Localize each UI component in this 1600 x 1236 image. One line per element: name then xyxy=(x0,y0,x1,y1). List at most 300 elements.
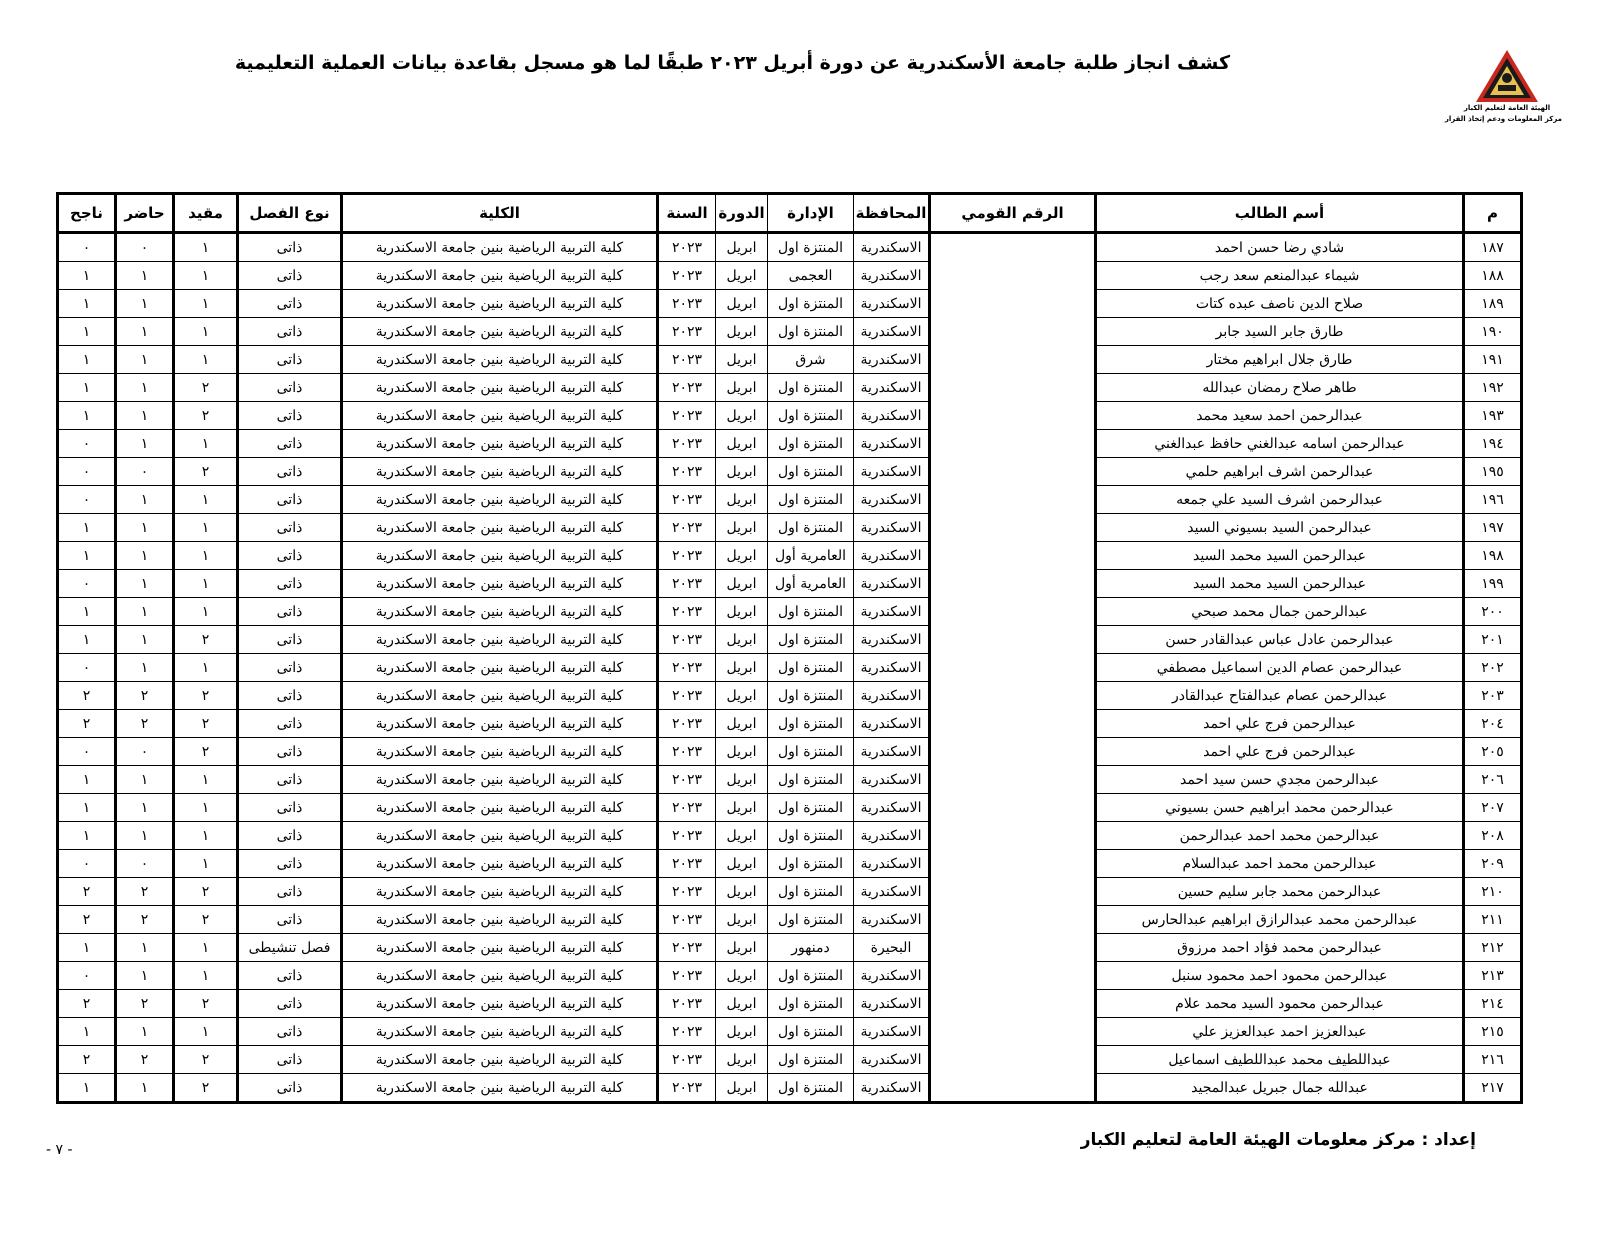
cell-m: ١٩٦ xyxy=(1464,486,1522,514)
header-registered: مقيد xyxy=(174,194,238,233)
table-row xyxy=(58,710,1522,738)
cell-m: ٢١٣ xyxy=(1464,962,1522,990)
cell-class-type: ذاتى xyxy=(238,1018,342,1046)
table-row xyxy=(58,822,1522,850)
cell-year: ٢٠٢٣ xyxy=(658,682,716,710)
cell-present: ١ xyxy=(116,766,174,794)
cell-year: ٢٠٢٣ xyxy=(658,486,716,514)
cell-administration: المنتزة اول xyxy=(768,402,854,430)
cell-administration: المنتزة اول xyxy=(768,766,854,794)
cell-present: ٠ xyxy=(116,850,174,878)
cell-national-id xyxy=(930,402,1096,430)
cell-passed: ١ xyxy=(58,542,116,570)
cell-registered: ١ xyxy=(174,654,238,682)
cell-national-id xyxy=(930,878,1096,906)
page-number: - ٧ - xyxy=(46,1142,73,1158)
cell-class-type: ذاتى xyxy=(238,598,342,626)
cell-name: طارق جابر السيد جابر xyxy=(1096,318,1464,346)
cell-year: ٢٠٢٣ xyxy=(658,233,716,262)
cell-administration: المنتزة اول xyxy=(768,1074,854,1103)
cell-administration: المنتزة اول xyxy=(768,906,854,934)
cell-session: ابريل xyxy=(716,374,768,402)
table-row xyxy=(58,654,1522,682)
cell-class-type: ذاتى xyxy=(238,878,342,906)
pyramid-emblem-icon xyxy=(1474,48,1540,104)
cell-m: ١٨٧ xyxy=(1464,233,1522,262)
cell-passed: ٢ xyxy=(58,990,116,1018)
cell-class-type: ذاتى xyxy=(238,486,342,514)
cell-present: ١ xyxy=(116,626,174,654)
table-row xyxy=(58,514,1522,542)
cell-registered: ٢ xyxy=(174,878,238,906)
table-row xyxy=(58,934,1522,962)
cell-college: كلية التربية الرياضية بنين جامعة الاسكندرية xyxy=(342,318,658,346)
header-name: أسم الطالب xyxy=(1096,194,1464,233)
cell-governorate: الاسكندرية xyxy=(854,850,930,878)
cell-name: عبدالرحمن محمود احمد محمود سنبل xyxy=(1096,962,1464,990)
cell-national-id xyxy=(930,654,1096,682)
cell-passed: ١ xyxy=(58,262,116,290)
header-passed: ناجح xyxy=(58,194,116,233)
cell-class-type: ذاتى xyxy=(238,233,342,262)
cell-passed: ٢ xyxy=(58,906,116,934)
cell-name: عبدالرحمن اسامه عبدالغني حافظ عبدالغني xyxy=(1096,430,1464,458)
cell-present: ٠ xyxy=(116,738,174,766)
cell-registered: ١ xyxy=(174,934,238,962)
cell-session: ابريل xyxy=(716,402,768,430)
table-header-row xyxy=(58,194,1522,233)
cell-college: كلية التربية الرياضية بنين جامعة الاسكندرية xyxy=(342,290,658,318)
table-row xyxy=(58,626,1522,654)
table-row xyxy=(58,598,1522,626)
cell-session: ابريل xyxy=(716,990,768,1018)
cell-college: كلية التربية الرياضية بنين جامعة الاسكندرية xyxy=(342,430,658,458)
cell-governorate: الاسكندرية xyxy=(854,682,930,710)
cell-name: عبدالرحمن اشرف السيد علي جمعه xyxy=(1096,486,1464,514)
cell-session: ابريل xyxy=(716,486,768,514)
cell-year: ٢٠٢٣ xyxy=(658,934,716,962)
cell-governorate: الاسكندرية xyxy=(854,766,930,794)
cell-name: عبدالرحمن السيد محمد السيد xyxy=(1096,542,1464,570)
header-national-id: الرقم القومي xyxy=(930,194,1096,233)
cell-present: ١ xyxy=(116,570,174,598)
cell-session: ابريل xyxy=(716,262,768,290)
cell-passed: ٠ xyxy=(58,430,116,458)
cell-present: ١ xyxy=(116,262,174,290)
cell-name: عبدالرحمن السيد محمد السيد xyxy=(1096,570,1464,598)
cell-name: عبدالرحمن مجدي حسن سيد احمد xyxy=(1096,766,1464,794)
cell-registered: ١ xyxy=(174,794,238,822)
cell-college: كلية التربية الرياضية بنين جامعة الاسكندرية xyxy=(342,514,658,542)
cell-college: كلية التربية الرياضية بنين جامعة الاسكندرية xyxy=(342,626,658,654)
cell-present: ٢ xyxy=(116,878,174,906)
cell-name: عبدالرحمن احمد سعيد محمد xyxy=(1096,402,1464,430)
cell-national-id xyxy=(930,822,1096,850)
cell-governorate: الاسكندرية xyxy=(854,402,930,430)
cell-governorate: الاسكندرية xyxy=(854,458,930,486)
cell-year: ٢٠٢٣ xyxy=(658,766,716,794)
cell-name: عبدالرحمن محمود السيد محمد علام xyxy=(1096,990,1464,1018)
cell-class-type: ذاتى xyxy=(238,430,342,458)
cell-present: ١ xyxy=(116,598,174,626)
cell-passed: ١ xyxy=(58,766,116,794)
table-row xyxy=(58,990,1522,1018)
cell-national-id xyxy=(930,990,1096,1018)
cell-year: ٢٠٢٣ xyxy=(658,654,716,682)
cell-year: ٢٠٢٣ xyxy=(658,570,716,598)
cell-class-type: ذاتى xyxy=(238,542,342,570)
cell-class-type: ذاتى xyxy=(238,374,342,402)
cell-name: عبدالرحمن محمد احمد عبدالسلام xyxy=(1096,850,1464,878)
cell-national-id xyxy=(930,486,1096,514)
cell-session: ابريل xyxy=(716,738,768,766)
cell-class-type: ذاتى xyxy=(238,822,342,850)
cell-governorate: الاسكندرية xyxy=(854,962,930,990)
cell-passed: ٢ xyxy=(58,682,116,710)
table-row xyxy=(58,233,1522,262)
cell-session: ابريل xyxy=(716,934,768,962)
cell-governorate: الاسكندرية xyxy=(854,346,930,374)
cell-class-type: ذاتى xyxy=(238,318,342,346)
table-row xyxy=(58,430,1522,458)
cell-administration: العجمى xyxy=(768,262,854,290)
cell-name: صلاح الدين ناصف عبده كتات xyxy=(1096,290,1464,318)
cell-m: ٢١٦ xyxy=(1464,1046,1522,1074)
table-row xyxy=(58,962,1522,990)
cell-registered: ٢ xyxy=(174,710,238,738)
cell-passed: ١ xyxy=(58,402,116,430)
cell-session: ابريل xyxy=(716,570,768,598)
cell-year: ٢٠٢٣ xyxy=(658,430,716,458)
cell-administration: المنتزة اول xyxy=(768,318,854,346)
table-row xyxy=(58,458,1522,486)
cell-present: ١ xyxy=(116,1074,174,1103)
table-row xyxy=(58,878,1522,906)
cell-national-id xyxy=(930,710,1096,738)
cell-m: ٢١٧ xyxy=(1464,1074,1522,1103)
cell-year: ٢٠٢٣ xyxy=(658,850,716,878)
cell-registered: ٢ xyxy=(174,738,238,766)
cell-passed: ١ xyxy=(58,1018,116,1046)
cell-class-type: ذاتى xyxy=(238,850,342,878)
cell-passed: ٠ xyxy=(58,738,116,766)
cell-m: ٢٠٣ xyxy=(1464,682,1522,710)
cell-year: ٢٠٢٣ xyxy=(658,458,716,486)
results-table xyxy=(56,192,1523,1104)
cell-college: كلية التربية الرياضية بنين جامعة الاسكندرية xyxy=(342,1018,658,1046)
cell-name: عبدالله جمال جبريل عبدالمجيد xyxy=(1096,1074,1464,1103)
cell-administration: المنتزة اول xyxy=(768,374,854,402)
cell-passed: ١ xyxy=(58,1074,116,1103)
cell-session: ابريل xyxy=(716,458,768,486)
cell-registered: ١ xyxy=(174,542,238,570)
cell-administration: المنتزة اول xyxy=(768,626,854,654)
cell-passed: ٠ xyxy=(58,233,116,262)
cell-m: ٢١٤ xyxy=(1464,990,1522,1018)
cell-m: ١٩٠ xyxy=(1464,318,1522,346)
cell-passed: ١ xyxy=(58,934,116,962)
cell-administration: المنتزة اول xyxy=(768,850,854,878)
cell-governorate: الاسكندرية xyxy=(854,654,930,682)
cell-name: عبدالرحمن محمد فؤاد احمد مرزوق xyxy=(1096,934,1464,962)
cell-administration: المنتزة اول xyxy=(768,794,854,822)
cell-national-id xyxy=(930,262,1096,290)
cell-present: ١ xyxy=(116,318,174,346)
cell-session: ابريل xyxy=(716,710,768,738)
cell-registered: ١ xyxy=(174,486,238,514)
logo xyxy=(1444,48,1562,130)
cell-session: ابريل xyxy=(716,822,768,850)
cell-governorate: الاسكندرية xyxy=(854,626,930,654)
cell-registered: ٢ xyxy=(174,1046,238,1074)
table-row xyxy=(58,850,1522,878)
cell-year: ٢٠٢٣ xyxy=(658,1074,716,1103)
cell-year: ٢٠٢٣ xyxy=(658,402,716,430)
cell-m: ٢٠٥ xyxy=(1464,738,1522,766)
logo-center-name: مركز المعلومات ودعم إتخاذ القرار xyxy=(1444,115,1562,123)
cell-administration: المنتزة اول xyxy=(768,738,854,766)
cell-registered: ١ xyxy=(174,262,238,290)
cell-administration: المنتزة اول xyxy=(768,822,854,850)
cell-passed: ٠ xyxy=(58,570,116,598)
cell-college: كلية التربية الرياضية بنين جامعة الاسكندرية xyxy=(342,822,658,850)
cell-present: ١ xyxy=(116,374,174,402)
cell-passed: ١ xyxy=(58,374,116,402)
header-governorate: المحافظة xyxy=(854,194,930,233)
cell-year: ٢٠٢٣ xyxy=(658,962,716,990)
table-row xyxy=(58,1046,1522,1074)
cell-m: ١٩٣ xyxy=(1464,402,1522,430)
header-session: الدورة xyxy=(716,194,768,233)
cell-class-type: ذاتى xyxy=(238,1046,342,1074)
cell-passed: ١ xyxy=(58,290,116,318)
cell-governorate: الاسكندرية xyxy=(854,990,930,1018)
cell-class-type: ذاتى xyxy=(238,514,342,542)
cell-year: ٢٠٢٣ xyxy=(658,262,716,290)
cell-present: ٢ xyxy=(116,990,174,1018)
cell-name: شيماء عبدالمنعم سعد رجب xyxy=(1096,262,1464,290)
table-body xyxy=(58,233,1522,1103)
cell-college: كلية التربية الرياضية بنين جامعة الاسكندرية xyxy=(342,458,658,486)
cell-present: ٢ xyxy=(116,906,174,934)
cell-session: ابريل xyxy=(716,598,768,626)
cell-administration: المنتزة اول xyxy=(768,598,854,626)
page-title: كشف انجاز طلبة جامعة الأسكندرية عن دورة أبريل ٢٠٢٣ طبقًا لما هو مسجل بقاعدة بيانات العملية التعليمية xyxy=(234,52,1230,74)
cell-m: ٢١١ xyxy=(1464,906,1522,934)
cell-year: ٢٠٢٣ xyxy=(658,542,716,570)
cell-governorate: الاسكندرية xyxy=(854,233,930,262)
cell-class-type: ذاتى xyxy=(238,402,342,430)
cell-present: ١ xyxy=(116,430,174,458)
cell-registered: ١ xyxy=(174,514,238,542)
cell-name: عبدالرحمن محمد احمد عبدالرحمن xyxy=(1096,822,1464,850)
cell-passed: ١ xyxy=(58,514,116,542)
cell-passed: ٠ xyxy=(58,850,116,878)
cell-national-id xyxy=(930,318,1096,346)
table-row xyxy=(58,318,1522,346)
prepared-by-note: إعداد : مركز معلومات الهيئة العامة لتعليم الكبار xyxy=(1080,1130,1476,1150)
cell-registered: ١ xyxy=(174,822,238,850)
cell-session: ابريل xyxy=(716,906,768,934)
table-row xyxy=(58,374,1522,402)
cell-session: ابريل xyxy=(716,346,768,374)
cell-governorate: الاسكندرية xyxy=(854,710,930,738)
cell-name: عبدالرحمن فرج علي احمد xyxy=(1096,710,1464,738)
cell-session: ابريل xyxy=(716,290,768,318)
cell-administration: المنتزة اول xyxy=(768,430,854,458)
cell-year: ٢٠٢٣ xyxy=(658,878,716,906)
cell-name: عبدالرحمن اشرف ابراهيم حلمي xyxy=(1096,458,1464,486)
cell-name: شادي رضا حسن احمد xyxy=(1096,233,1464,262)
cell-name: عبدالعزيز احمد عبدالعزيز علي xyxy=(1096,1018,1464,1046)
cell-present: ٢ xyxy=(116,1046,174,1074)
cell-m: ١٩٧ xyxy=(1464,514,1522,542)
table-row xyxy=(58,570,1522,598)
table-row xyxy=(58,906,1522,934)
cell-governorate: الاسكندرية xyxy=(854,906,930,934)
cell-college: كلية التربية الرياضية بنين جامعة الاسكندرية xyxy=(342,542,658,570)
cell-present: ٠ xyxy=(116,233,174,262)
cell-registered: ٢ xyxy=(174,626,238,654)
cell-governorate: الاسكندرية xyxy=(854,794,930,822)
cell-college: كلية التربية الرياضية بنين جامعة الاسكندرية xyxy=(342,654,658,682)
cell-governorate: الاسكندرية xyxy=(854,374,930,402)
cell-m: ٢٠٠ xyxy=(1464,598,1522,626)
cell-year: ٢٠٢٣ xyxy=(658,318,716,346)
cell-present: ١ xyxy=(116,346,174,374)
header-class-type: نوع الفصل xyxy=(238,194,342,233)
cell-m: ١٩٥ xyxy=(1464,458,1522,486)
cell-registered: ١ xyxy=(174,962,238,990)
cell-college: كلية التربية الرياضية بنين جامعة الاسكندرية xyxy=(342,402,658,430)
cell-national-id xyxy=(930,458,1096,486)
cell-administration: دمنهور xyxy=(768,934,854,962)
cell-class-type: ذاتى xyxy=(238,346,342,374)
cell-m: ١٩٢ xyxy=(1464,374,1522,402)
cell-college: كلية التربية الرياضية بنين جامعة الاسكندرية xyxy=(342,374,658,402)
cell-year: ٢٠٢٣ xyxy=(658,1046,716,1074)
cell-college: كلية التربية الرياضية بنين جامعة الاسكندرية xyxy=(342,262,658,290)
cell-registered: ١ xyxy=(174,1018,238,1046)
cell-college: كلية التربية الرياضية بنين جامعة الاسكندرية xyxy=(342,486,658,514)
cell-governorate: الاسكندرية xyxy=(854,570,930,598)
cell-registered: ١ xyxy=(174,570,238,598)
cell-governorate: الاسكندرية xyxy=(854,1018,930,1046)
table-row xyxy=(58,346,1522,374)
cell-national-id xyxy=(930,1074,1096,1103)
cell-college: كلية التربية الرياضية بنين جامعة الاسكندرية xyxy=(342,1046,658,1074)
cell-m: ٢٠٧ xyxy=(1464,794,1522,822)
cell-national-id xyxy=(930,430,1096,458)
cell-college: كلية التربية الرياضية بنين جامعة الاسكندرية xyxy=(342,990,658,1018)
cell-session: ابريل xyxy=(716,430,768,458)
cell-passed: ١ xyxy=(58,346,116,374)
cell-class-type: ذاتى xyxy=(238,262,342,290)
cell-college: كلية التربية الرياضية بنين جامعة الاسكندرية xyxy=(342,598,658,626)
cell-governorate: الاسكندرية xyxy=(854,514,930,542)
cell-present: ١ xyxy=(116,514,174,542)
cell-session: ابريل xyxy=(716,318,768,346)
cell-session: ابريل xyxy=(716,766,768,794)
cell-governorate: الاسكندرية xyxy=(854,1074,930,1103)
cell-administration: المنتزة اول xyxy=(768,233,854,262)
cell-year: ٢٠٢٣ xyxy=(658,514,716,542)
cell-present: ٢ xyxy=(116,710,174,738)
cell-name: عبداللطيف محمد عبداللطيف اسماعيل xyxy=(1096,1046,1464,1074)
cell-class-type: ذاتى xyxy=(238,962,342,990)
cell-class-type: ذاتى xyxy=(238,738,342,766)
cell-year: ٢٠٢٣ xyxy=(658,374,716,402)
cell-name: طاهر صلاح رمضان عبدالله xyxy=(1096,374,1464,402)
cell-present: ١ xyxy=(116,822,174,850)
cell-registered: ١ xyxy=(174,598,238,626)
cell-administration: المنتزة اول xyxy=(768,486,854,514)
cell-administration: المنتزة اول xyxy=(768,990,854,1018)
cell-registered: ٢ xyxy=(174,906,238,934)
cell-registered: ١ xyxy=(174,430,238,458)
cell-m: ١٩١ xyxy=(1464,346,1522,374)
cell-national-id xyxy=(930,570,1096,598)
cell-administration: العامرية أول xyxy=(768,542,854,570)
cell-administration: المنتزة اول xyxy=(768,682,854,710)
cell-governorate: الاسكندرية xyxy=(854,878,930,906)
cell-governorate: الاسكندرية xyxy=(854,738,930,766)
cell-registered: ٢ xyxy=(174,1074,238,1103)
cell-name: عبدالرحمن فرج علي احمد xyxy=(1096,738,1464,766)
cell-registered: ٢ xyxy=(174,990,238,1018)
cell-m: ٢٠٦ xyxy=(1464,766,1522,794)
cell-m: ٢٠٤ xyxy=(1464,710,1522,738)
cell-national-id xyxy=(930,794,1096,822)
cell-class-type: ذاتى xyxy=(238,990,342,1018)
cell-governorate: الاسكندرية xyxy=(854,318,930,346)
cell-class-type: ذاتى xyxy=(238,654,342,682)
cell-college: كلية التربية الرياضية بنين جامعة الاسكندرية xyxy=(342,682,658,710)
cell-class-type: ذاتى xyxy=(238,290,342,318)
cell-national-id xyxy=(930,850,1096,878)
cell-registered: ٢ xyxy=(174,402,238,430)
cell-registered: ٢ xyxy=(174,374,238,402)
cell-m: ١٨٩ xyxy=(1464,290,1522,318)
cell-m: ١٩٤ xyxy=(1464,430,1522,458)
cell-governorate: الاسكندرية xyxy=(854,262,930,290)
cell-class-type: ذاتى xyxy=(238,626,342,654)
cell-session: ابريل xyxy=(716,514,768,542)
cell-administration: المنتزة اول xyxy=(768,1018,854,1046)
header-administration: الإدارة xyxy=(768,194,854,233)
cell-administration: المنتزة اول xyxy=(768,458,854,486)
table-row xyxy=(58,262,1522,290)
header-year: السنة xyxy=(658,194,716,233)
cell-national-id xyxy=(930,290,1096,318)
cell-present: ١ xyxy=(116,486,174,514)
cell-session: ابريل xyxy=(716,878,768,906)
cell-m: ١٩٩ xyxy=(1464,570,1522,598)
cell-name: عبدالرحمن جمال محمد صبحي xyxy=(1096,598,1464,626)
cell-m: ٢١٠ xyxy=(1464,878,1522,906)
table-row xyxy=(58,682,1522,710)
cell-year: ٢٠٢٣ xyxy=(658,598,716,626)
cell-session: ابريل xyxy=(716,850,768,878)
table-row xyxy=(58,794,1522,822)
table-row xyxy=(58,486,1522,514)
cell-passed: ٠ xyxy=(58,458,116,486)
cell-college: كلية التربية الرياضية بنين جامعة الاسكندرية xyxy=(342,906,658,934)
cell-national-id xyxy=(930,346,1096,374)
cell-college: كلية التربية الرياضية بنين جامعة الاسكندرية xyxy=(342,962,658,990)
cell-class-type: ذاتى xyxy=(238,906,342,934)
cell-administration: المنتزة اول xyxy=(768,290,854,318)
